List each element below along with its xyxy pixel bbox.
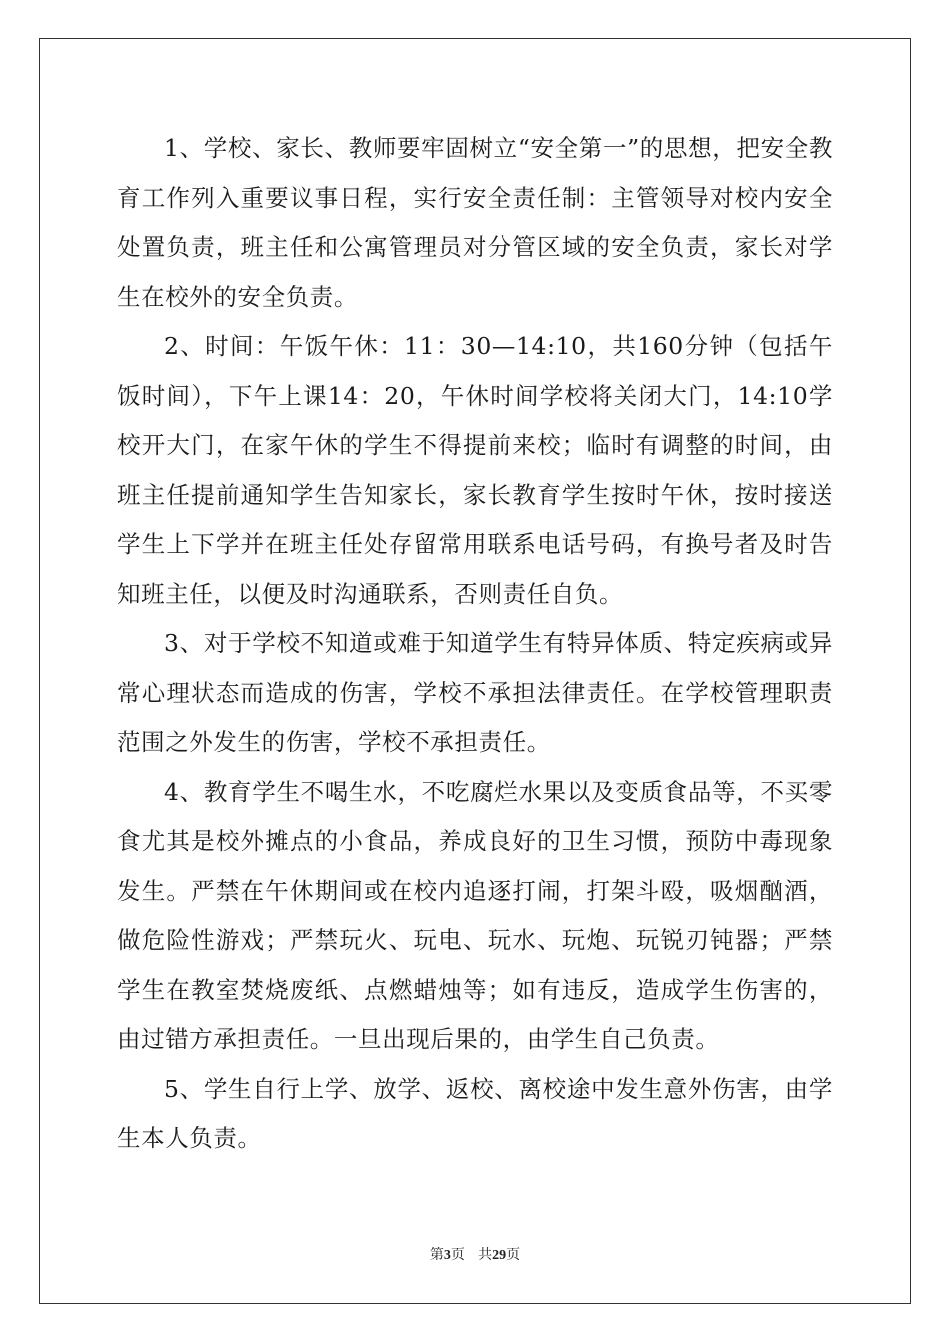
paragraph-4: 4、教育学生不喝生水，不吃腐烂水果以及变质食品等，不买零食尤其是校外摊点的小食品，养成良好的卫生习惯，预防中毒现象发生。严禁在午休期间或在校内追逐打闹，打架斗殴，吸烟酗酒，做危险性游戏；严禁玩火、玩电、玩水、玩炮、玩锐刃钝器；严禁学生在教室焚烧废纸、点燃蜡烛等；如有违反，造成学生伤害的，由过错方承担责任。一旦出现后果的，由学生自己负责。 [117,777,833,1053]
page-footer [0,1245,950,1266]
current-page-number: 3 [443,1248,451,1263]
document-body [117,124,833,1164]
total-suffix: 页 [506,1247,521,1263]
page-suffix: 页 [450,1247,465,1263]
paragraph-3: 3、对于学校不知道或难于知道学生有特异体质、特定疾病或异常心理状态而造成的伤害，学校不承担法律责任。在学校管理职责范围之外发生的伤害，学校不承担责任。 [117,629,833,756]
paragraph-5: 5、学生自行上学、放学、返校、离校途中发生意外伤害，由学生本人负责。 [117,1074,833,1152]
paragraph-2: 2、时间：午饭午休：11：30—14:10，共160分钟（包括午饭时间），下午上课14：20，午休时间学校将关闭大门，14:10学校开大门，在家午休的学生不得提前来校；临时有调整的时间，由班主任提前通知学生告知家长，家长教育学生按时午休，按时接送学生上下学并在班主任处存留常用联系电话号码，有换号者及时告知班主任，以便及时沟通联系，否则责任自负。 [117,332,833,608]
total-page-number: 29 [492,1248,507,1263]
page-prefix: 第 [429,1247,444,1263]
paragraph-1: 1、学校、家长、教师要牢固树立“安全第一”的思想，把安全教育工作列入重要议事日程，实行安全责任制：主管领导对校内安全处置负责，班主任和公寓管理员对分管区域的安全负责，家长对学生在校外的安全负责。 [117,134,833,311]
total-prefix: 共 [478,1247,493,1263]
